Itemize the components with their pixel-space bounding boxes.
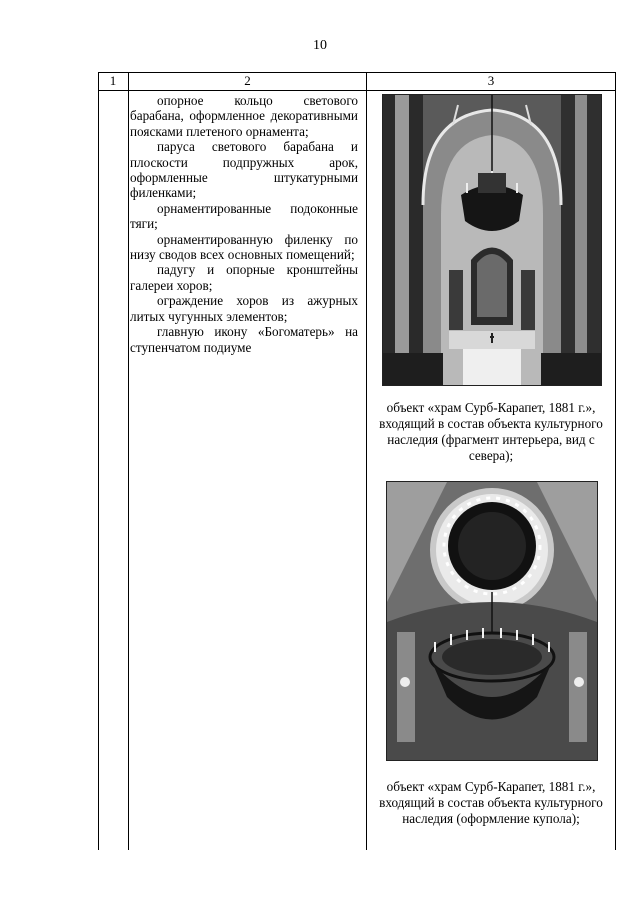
table-border-left xyxy=(98,72,99,850)
list-item: ограждение хоров из ажурных литых чугунных элементов; xyxy=(130,293,358,324)
list-item: паруса светового барабана и плоскости подпружных арок, оформленные штукатурными филенками; xyxy=(130,139,358,201)
column-header-1: 1 xyxy=(109,73,117,88)
church-interior-icon xyxy=(383,95,601,385)
heritage-table xyxy=(98,72,616,850)
church-dome-photo xyxy=(386,481,598,761)
list-item: орнаментированные подоконные тяги; xyxy=(130,200,358,232)
page-number: 10 xyxy=(313,38,327,53)
list-item: главную икону «Богоматерь» на ступенчатом подиуме xyxy=(130,324,358,355)
column-header-3: 3 xyxy=(487,73,495,88)
list-item: опорное кольцо светового барабана, оформленное декоративными поясками плетеного орнамента; xyxy=(130,93,358,139)
church-interior-photo xyxy=(382,94,602,386)
photo-caption: объект «храм Сурб-Карапет, 1881 г.», входящий в состав объекта культурного наследия (оформление купола); xyxy=(379,779,603,826)
header-divider xyxy=(98,90,616,91)
photo-caption: объект «храм Сурб-Карапет, 1881 г.», входящий в состав объекта культурного наследия (фрагмент интерьера, вид с севера); xyxy=(379,400,603,463)
church-dome-icon xyxy=(387,482,597,760)
elements-list xyxy=(130,93,358,355)
column-divider-2 xyxy=(366,72,367,850)
column-header-2: 2 xyxy=(244,73,251,88)
list-item: орнаментированную филенку по низу сводов всех основных помещений; xyxy=(130,231,358,263)
table-border-right xyxy=(615,72,616,850)
list-item: падугу и опорные кронштейны галереи хоров; xyxy=(130,262,358,293)
column-divider-1 xyxy=(128,72,129,850)
